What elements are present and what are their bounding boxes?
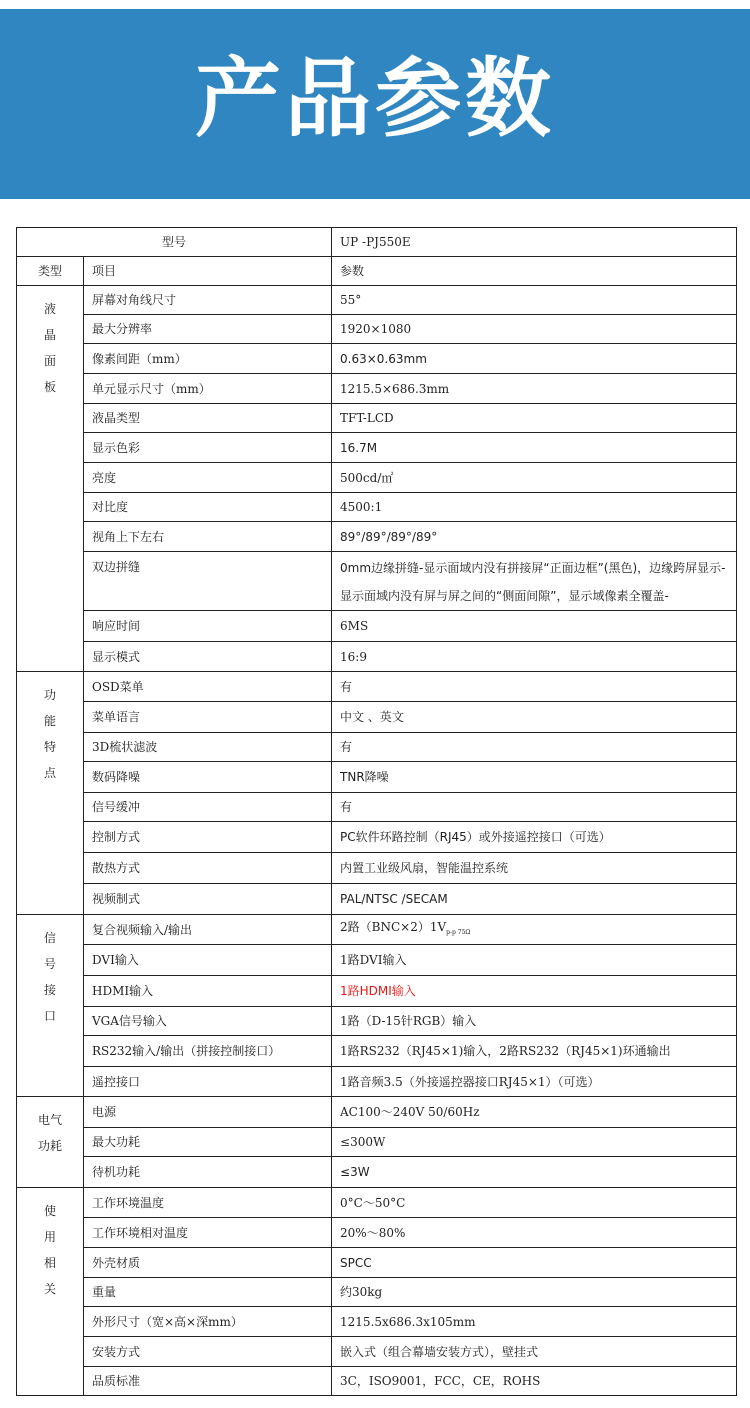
value-cell [332,611,737,642]
value-text: 1215.5x686.3x105mm [340,1314,476,1329]
page-title: 产品参数 [195,48,555,149]
value-text: SPCC [340,1255,372,1270]
value-text: 4500:1 [340,500,383,514]
table-row [17,793,737,822]
table-row [17,315,737,344]
value-cell [332,522,737,552]
table-row [17,976,737,1007]
value-cell [332,793,737,822]
table-row [17,1278,737,1307]
model-label: 型号 [17,228,332,257]
table-row [17,552,737,611]
value-cell [332,344,737,374]
item-cell: HDMI输入 [84,976,332,1007]
item-cell: 双边拼缝 [84,552,332,611]
category-cell: 信 号 接 口 [17,915,84,1097]
table-row [17,1097,737,1128]
item-cell: 工作环境相对温度 [84,1218,332,1248]
value-cell [332,286,737,315]
model-row [17,228,737,257]
value-text: 0.63×0.63mm [340,351,427,366]
value-text: 1路HDMI输入 [340,984,416,998]
value-subscript: p-p 75Ω [446,928,471,936]
value-cell [332,404,737,433]
value-text: 1路RS232（RJ45×1)输入，2路RS232（RJ45×1)环通输出 [340,1044,671,1058]
value-text: 有 [340,800,353,814]
value-cell [332,1218,737,1248]
header-item: 项目 [84,257,332,286]
item-cell: 视角上下左右 [84,522,332,552]
value-text: 有 [340,679,353,694]
value-cell [332,1128,737,1157]
table-row [17,1337,737,1367]
item-cell: 品质标准 [84,1367,332,1396]
item-cell: 安装方式 [84,1337,332,1367]
table-row [17,1367,737,1396]
item-cell: 显示色彩 [84,433,332,463]
item-cell: VGA信号输入 [84,1007,332,1036]
value-text: 有 [340,740,353,754]
item-cell: 响应时间 [84,611,332,642]
item-cell: 3D梳状滤波 [84,733,332,762]
item-cell: 信号缓冲 [84,793,332,822]
item-cell: 显示模式 [84,642,332,672]
header-type: 类型 [17,257,84,286]
value-cell [332,672,737,702]
table-row [17,822,737,853]
table-row [17,1157,737,1188]
item-cell: 最大功耗 [84,1128,332,1157]
item-cell: 重量 [84,1278,332,1307]
value-cell [332,1307,737,1337]
item-cell: 遥控接口 [84,1067,332,1097]
table-row [17,1188,737,1218]
item-cell: 复合视频输入/输出 [84,915,332,945]
item-cell: 控制方式 [84,822,332,853]
value-text: 89°/89°/89°/89° [340,529,438,544]
table-row [17,672,737,702]
value-text: ≤3W [340,1165,370,1179]
table-row [17,1218,737,1248]
value-cell [332,762,737,793]
table-row [17,642,737,672]
table-row [17,1248,737,1278]
value-cell [332,374,737,404]
value-text: 约30kg [340,1285,383,1299]
value-cell [332,463,737,493]
item-cell: 液晶类型 [84,404,332,433]
value-text: ≤300W [340,1135,386,1149]
value-cell [332,822,737,853]
table-row [17,853,737,884]
value-text: 1920×1080 [340,322,412,336]
header-param: 参数 [332,257,737,286]
value-cell [332,1367,737,1396]
category-cell: 液 晶 面 板 [17,286,84,672]
table-row [17,286,737,315]
value-text: 55° [340,293,362,307]
table-row [17,1307,737,1337]
table-row [17,702,737,733]
table-row [17,404,737,433]
table-row [17,344,737,374]
item-cell: RS232输入/输出（拼接控制接口） [84,1036,332,1067]
value-cell [332,853,737,884]
item-cell: 散热方式 [84,853,332,884]
item-cell: 屏幕对角线尺寸 [84,286,332,315]
value-cell [332,493,737,522]
item-cell: 亮度 [84,463,332,493]
value-text: 500cd/㎡ [340,470,394,485]
value-text: TFT-LCD [340,411,394,425]
value-cell [332,884,737,915]
value-cell [332,915,737,945]
item-cell: 最大分辨率 [84,315,332,344]
table-row [17,762,737,793]
header-banner [0,9,750,199]
category-cell: 功 能 特 点 [17,672,84,915]
table-row [17,493,737,522]
item-cell: 工作环境温度 [84,1188,332,1218]
value-cell [332,433,737,463]
value-text: 0°C～50°C [340,1195,406,1210]
item-cell: 数码降噪 [84,762,332,793]
value-text: 1路（D-15针RGB）输入 [340,1014,477,1028]
table-row [17,463,737,493]
value-text: 3C，ISO9001，FCC，CE，ROHS [340,1374,541,1388]
item-cell: 单元显示尺寸（mm） [84,374,332,404]
table-row [17,945,737,976]
value-text: 1路音频3.5（外接遥控器接口RJ45×1）（可选） [340,1074,600,1089]
value-text: 16.7M [340,440,378,455]
table-row [17,522,737,552]
value-text: TNR降噪 [340,770,389,784]
value-text: 0mm边缘拼缝-显示面域内没有拼接屏“正面边框”(黑色)，边缘跨屏显示-显示面域内没有屏与屏之间的“侧面间隙”，显示域像素全覆盖- [340,561,726,603]
item-cell: 电源 [84,1097,332,1128]
item-cell: 待机功耗 [84,1157,332,1188]
value-cell [332,1067,737,1097]
table-row [17,433,737,463]
table-row [17,733,737,762]
value-text: PC软件环路控制（RJ45）或外接遥控接口（可选） [340,830,611,844]
table-row [17,1007,737,1036]
value-text: 2路（BNC×2）1V [340,919,447,934]
value-text: 嵌入式（组合幕墙安装方式），壁挂式 [340,1344,539,1359]
spec-table [16,227,737,1396]
value-cell [332,1188,737,1218]
table-row [17,915,737,945]
header-row [17,257,737,286]
value-text: PAL/NTSC /SECAM [340,892,448,906]
category-cell: 使 用 相 关 [17,1188,84,1396]
model-value: UP -PJ550E [332,228,737,257]
value-cell [332,733,737,762]
value-cell [332,1007,737,1036]
table-row [17,1036,737,1067]
category-cell: 电气 功耗 [17,1097,84,1188]
item-cell: 外形尺寸（宽×高×深mm） [84,1307,332,1337]
value-cell [332,1036,737,1067]
item-cell: 外壳材质 [84,1248,332,1278]
value-text: 中文 、英文 [340,710,404,724]
table-row [17,611,737,642]
value-cell [332,552,737,611]
value-cell [332,976,737,1007]
table-row [17,884,737,915]
value-cell [332,1278,737,1307]
value-text: 6MS [340,619,369,633]
value-text: 内置工业级风扇，智能温控系统 [340,861,509,875]
item-cell: OSD菜单 [84,672,332,702]
table-row [17,374,737,404]
value-text: 1215.5×686.3mm [340,381,450,396]
value-cell [332,1337,737,1367]
value-cell [332,1097,737,1128]
item-cell: 视频制式 [84,884,332,915]
item-cell: 像素间距（mm） [84,344,332,374]
value-cell [332,945,737,976]
value-text: AC100～240V 50/60Hz [340,1105,480,1119]
value-cell [332,642,737,672]
table-row [17,1128,737,1157]
value-text: 16:9 [340,649,367,664]
value-cell [332,315,737,344]
value-cell [332,1248,737,1278]
item-cell: 对比度 [84,493,332,522]
value-text: 20%～80% [340,1225,406,1240]
value-cell [332,1157,737,1188]
table-row [17,1067,737,1097]
value-cell [332,702,737,733]
item-cell: DVI输入 [84,945,332,976]
item-cell: 菜单语言 [84,702,332,733]
value-text: 1路DVI输入 [340,953,407,967]
